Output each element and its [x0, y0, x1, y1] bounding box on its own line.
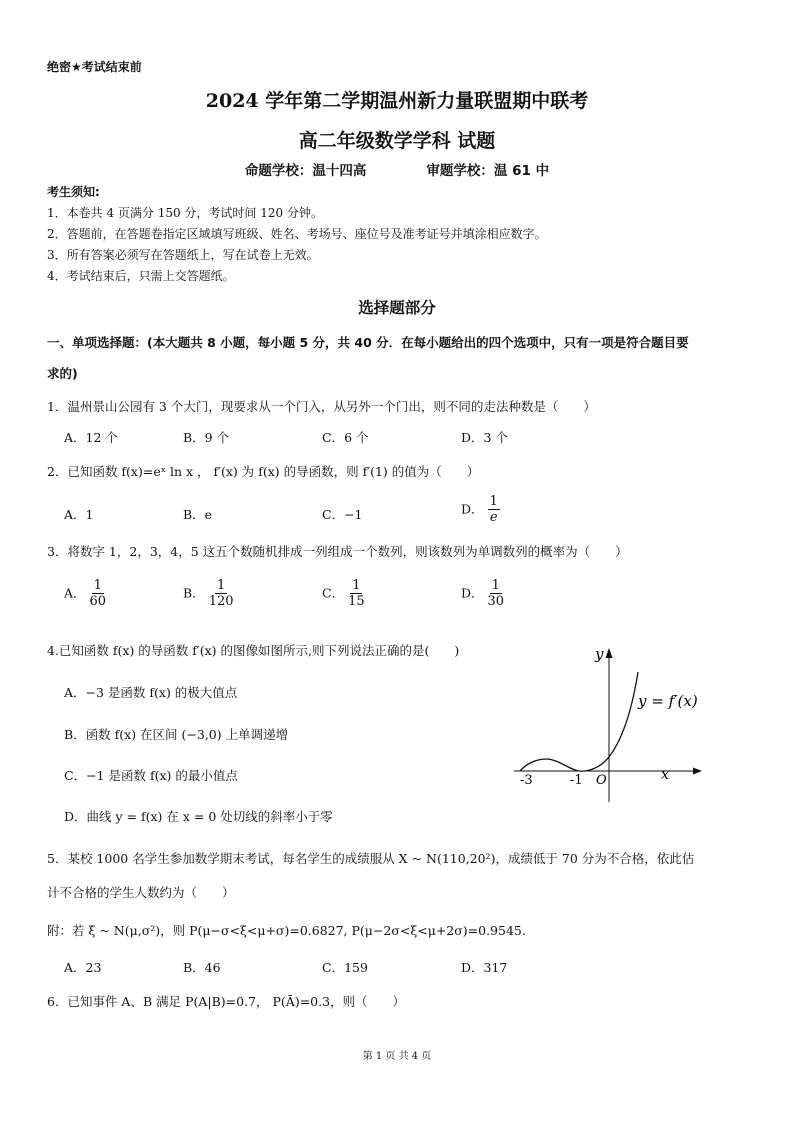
fraction-denominator: 60 — [89, 594, 107, 609]
fraction-numerator: 1 — [352, 578, 361, 593]
setter-school: 命题学校：温十四高 — [244, 163, 367, 179]
reviewer-school: 审题学校：温 61 中 — [426, 163, 550, 179]
q2-option-b: B．e — [183, 507, 213, 522]
fraction-denominator: 120 — [208, 594, 234, 609]
q4-option-c: C．−1 是函数 f(x) 的最小值点 — [64, 768, 238, 783]
fraction-denominator: e — [489, 510, 498, 525]
part-instructions: 一、单项选择题：(本大题共 8 小题，每小题 5 分，共 40 分．在每小题给出的四个选项中，只有一项是符合题目要 — [47, 335, 689, 350]
notice-item: 1．本卷共 4 页满分 150 分，考试时间 120 分钟。 — [47, 206, 323, 220]
fraction-numerator: 1 — [216, 578, 226, 593]
question-3-stem: 3．将数字 1，2，3，4，5 这五个数随机排成一列组成一个数列，则该数列为单调数列的概率为（ ） — [47, 544, 628, 559]
x-axis-label: x — [661, 767, 669, 783]
notice-item: 2．答题前，在答题卷指定区域填写班级、姓名、考场号、座位号及准考证号并填涂相应数字。 — [47, 227, 547, 241]
q3-option-b — [183, 578, 234, 610]
y-axis-arrow-icon — [606, 648, 613, 658]
notice-item: 4．考试结束后，只需上交答题纸。 — [47, 269, 235, 283]
q3-option-b-label: B． — [183, 585, 205, 601]
q3-option-a-fraction — [90, 578, 107, 610]
q3-option-a — [64, 578, 106, 610]
fraction-denominator: 30 — [487, 594, 505, 609]
q3-option-a-label: A． — [64, 585, 86, 601]
exam-subtitle: 高二年级数学学科 试题 — [298, 130, 496, 152]
q3-option-b-fraction — [209, 578, 234, 610]
question-5-stem-cont: 计不合格的学生人数约为（ ） — [47, 885, 235, 900]
q2-option-a: A．1 — [64, 507, 94, 522]
q5-option-d: D．317 — [461, 960, 508, 975]
q3-option-c — [322, 578, 365, 610]
question-2-stem: 2．已知函数 f(x)=eˣ ln x ， f′(x) 为 f(x) 的导函数，则 f′(1) 的值为（ ） — [47, 464, 480, 479]
q3-option-c-fraction — [348, 578, 365, 610]
exam-title: 2024 学年第二学期温州新力量联盟期中联考 — [205, 90, 589, 112]
q1-option-b: B．9 个 — [183, 430, 230, 445]
question-5-stem: 5．某校 1000 名学生参加数学期末考试，每名学生的成绩服从 X ~ N(110,20²)，成绩低于 70 分为不合格，依此估 — [47, 851, 695, 866]
notice-heading: 考生须知: — [47, 185, 100, 199]
origin-label: O — [596, 773, 607, 788]
q5-option-b: B．46 — [183, 960, 221, 975]
q3-option-d-label: D． — [461, 585, 484, 601]
fraction-numerator: 1 — [491, 578, 500, 593]
question-6-stem: 6．已知事件 A、B 满足 P(A|B)=0.7， P(Ā)=0.3，则（ ） — [47, 994, 406, 1009]
derivative-curve — [520, 672, 638, 771]
fraction-denominator: 15 — [348, 594, 365, 609]
q3-option-d — [461, 578, 504, 610]
q4-option-d: D．曲线 y = f(x) 在 x = 0 处切线的斜率小于零 — [64, 809, 333, 824]
section-title: 选择题部分 — [358, 299, 436, 317]
q5-option-a: A．23 — [64, 960, 102, 975]
question-5-attachment: 附：若 ξ ~ N(μ,σ²)，则 P(μ−σ<ξ<μ+σ)=0.6827, P(μ−2σ<ξ<μ+2σ)=0.9545. — [47, 923, 526, 938]
tick-label-neg1: -1 — [570, 773, 583, 788]
q4-option-a: A．−3 是函数 f(x) 的极大值点 — [64, 685, 238, 700]
q3-option-c-label: C． — [322, 585, 345, 601]
derivative-graph — [510, 640, 710, 805]
part-instructions-cont: 求的) — [47, 366, 78, 381]
question-1-stem: 1．温州景山公园有 3 个大门，现要求从一个门入，从另外一个门出，则不同的走法种数是（ ） — [47, 399, 596, 414]
q3-option-d-fraction — [488, 578, 505, 610]
q2-option-d-fraction — [488, 494, 500, 526]
question-4-stem: 4.已知函数 f(x) 的导函数 f′(x) 的图像如图所示,则下列说法正确的是( ) — [47, 643, 460, 658]
q1-option-a: A．12 个 — [64, 430, 118, 445]
q1-option-c: C．6 个 — [322, 430, 369, 445]
x-axis-arrow-icon — [693, 768, 702, 775]
q4-option-b: B．函数 f(x) 在区间 (−3,0) 上单调递增 — [64, 727, 289, 742]
school-info — [0, 159, 794, 179]
page-number: 第 1 页 共 4 页 — [362, 1051, 432, 1062]
q2-option-d — [461, 494, 500, 526]
tick-label-neg3: -3 — [520, 773, 533, 788]
notice-item: 3．所有答案必须写在答题纸上，写在试卷上无效。 — [47, 248, 319, 262]
y-axis-label: y — [595, 645, 604, 663]
curve-label: y = f′(x) — [638, 692, 698, 710]
q5-option-c: C．159 — [322, 960, 368, 975]
fraction-numerator: 1 — [93, 578, 102, 593]
q2-option-c: C．−1 — [322, 507, 363, 522]
q2-option-d-label: D． — [461, 501, 484, 517]
confidential-mark: 绝密★考试结束前 — [47, 60, 142, 74]
q1-option-d: D．3 个 — [461, 430, 508, 445]
fraction-numerator: 1 — [489, 494, 498, 509]
